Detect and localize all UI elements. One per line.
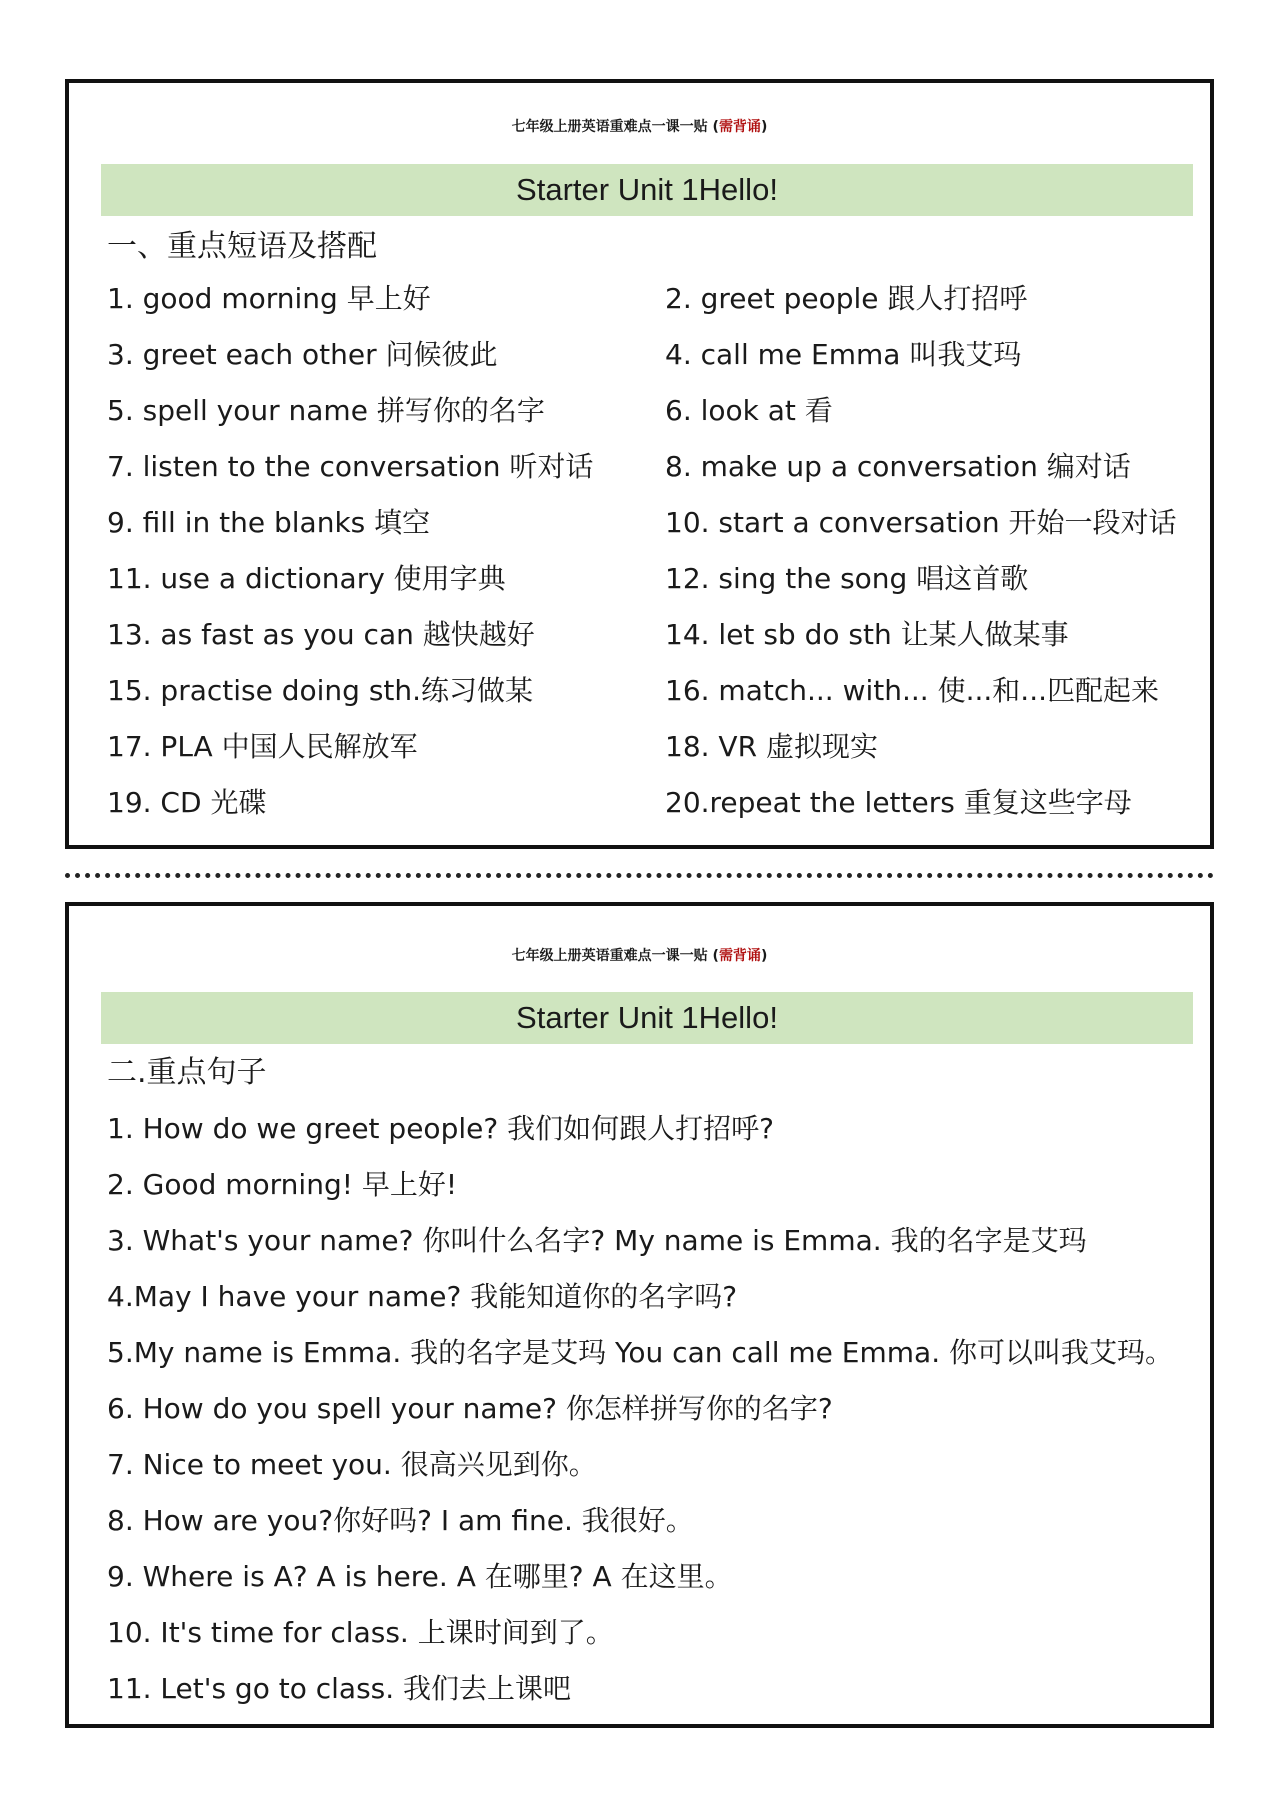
sentence-item: 4.May I have your name? 我能知道你的名字吗? (107, 1280, 738, 1313)
title-text: 七年级上册英语重难点一课一贴 ( (511, 119, 719, 135)
phrase-item: 10. start a conversation 开始一段对话 (665, 506, 1177, 539)
sentence-item: 2. Good morning! 早上好! (107, 1168, 458, 1201)
phrase-item: 11. use a dictionary 使用字典 (107, 562, 506, 595)
sentence-item: 1. How do we greet people? 我们如何跟人打招呼? (107, 1112, 774, 1145)
card-title (69, 926, 1210, 986)
phrase-item: 15. practise doing sth.练习做某 (107, 674, 534, 707)
phrase-item: 6. look at 看 (665, 394, 833, 427)
phrase-item: 7. listen to the conversation 听对话 (107, 450, 594, 483)
phrase-item: 2. greet people 跟人打招呼 (665, 282, 1028, 315)
phrase-item: 1. good morning 早上好 (107, 282, 431, 315)
sentence-item: 7. Nice to meet you. 很高兴见到你。 (107, 1448, 597, 1481)
title-accent: 需背诵 (718, 119, 761, 135)
phrase-item: 5. spell your name 拼写你的名字 (107, 394, 545, 427)
phrases-card (65, 79, 1214, 849)
title-accent: 需背诵 (718, 948, 761, 964)
sentences-card (65, 902, 1214, 1728)
phrase-item: 4. call me Emma 叫我艾玛 (665, 338, 1022, 371)
phrase-item: 16. match... with... 使...和...匹配起来 (665, 674, 1159, 707)
dotted-divider (65, 873, 1214, 878)
phrase-item: 19. CD 光碟 (107, 786, 267, 819)
phrase-item: 18. VR 虚拟现实 (665, 730, 878, 763)
unit-banner: Starter Unit 1Hello! (101, 992, 1193, 1044)
phrase-item: 8. make up a conversation 编对话 (665, 450, 1131, 483)
sentence-item: 8. How are you?你好吗? I am fine. 我很好。 (107, 1504, 694, 1537)
sentence-item: 3. What's your name? 你叫什么名字? My name is Emma. 我的名字是艾玛 (107, 1224, 1087, 1257)
phrase-item: 9. fill in the blanks 填空 (107, 506, 431, 539)
phrase-item: 3. greet each other 问候彼此 (107, 338, 498, 371)
phrase-item: 20.repeat the letters 重复这些字母 (665, 786, 1132, 819)
title-text: 七年级上册英语重难点一课一贴 ( (511, 948, 719, 964)
phrase-item: 17. PLA 中国人民解放军 (107, 730, 418, 763)
phrase-item: 13. as fast as you can 越快越好 (107, 618, 535, 651)
title-close: ) (760, 119, 768, 135)
sentence-item: 5.My name is Emma. 我的名字是艾玛 You can call me Emma. 你可以叫我艾玛。 (107, 1336, 1173, 1369)
phrase-item: 14. let sb do sth 让某人做某事 (665, 618, 1069, 651)
section-heading: 二.重点句子 (107, 1055, 267, 1090)
sentence-item: 6. How do you spell your name? 你怎样拼写你的名字? (107, 1392, 833, 1425)
card-title (69, 97, 1210, 157)
sentence-item: 11. Let's go to class. 我们去上课吧 (107, 1672, 572, 1705)
unit-banner: Starter Unit 1Hello! (101, 164, 1193, 216)
phrase-item: 12. sing the song 唱这首歌 (665, 562, 1029, 595)
sentence-item: 10. It's time for class. 上课时间到了。 (107, 1616, 614, 1649)
sentence-item: 9. Where is A? A is here. A 在哪里? A 在这里。 (107, 1560, 733, 1593)
section-heading: 一、重点短语及搭配 (107, 229, 377, 264)
title-close: ) (760, 948, 768, 964)
